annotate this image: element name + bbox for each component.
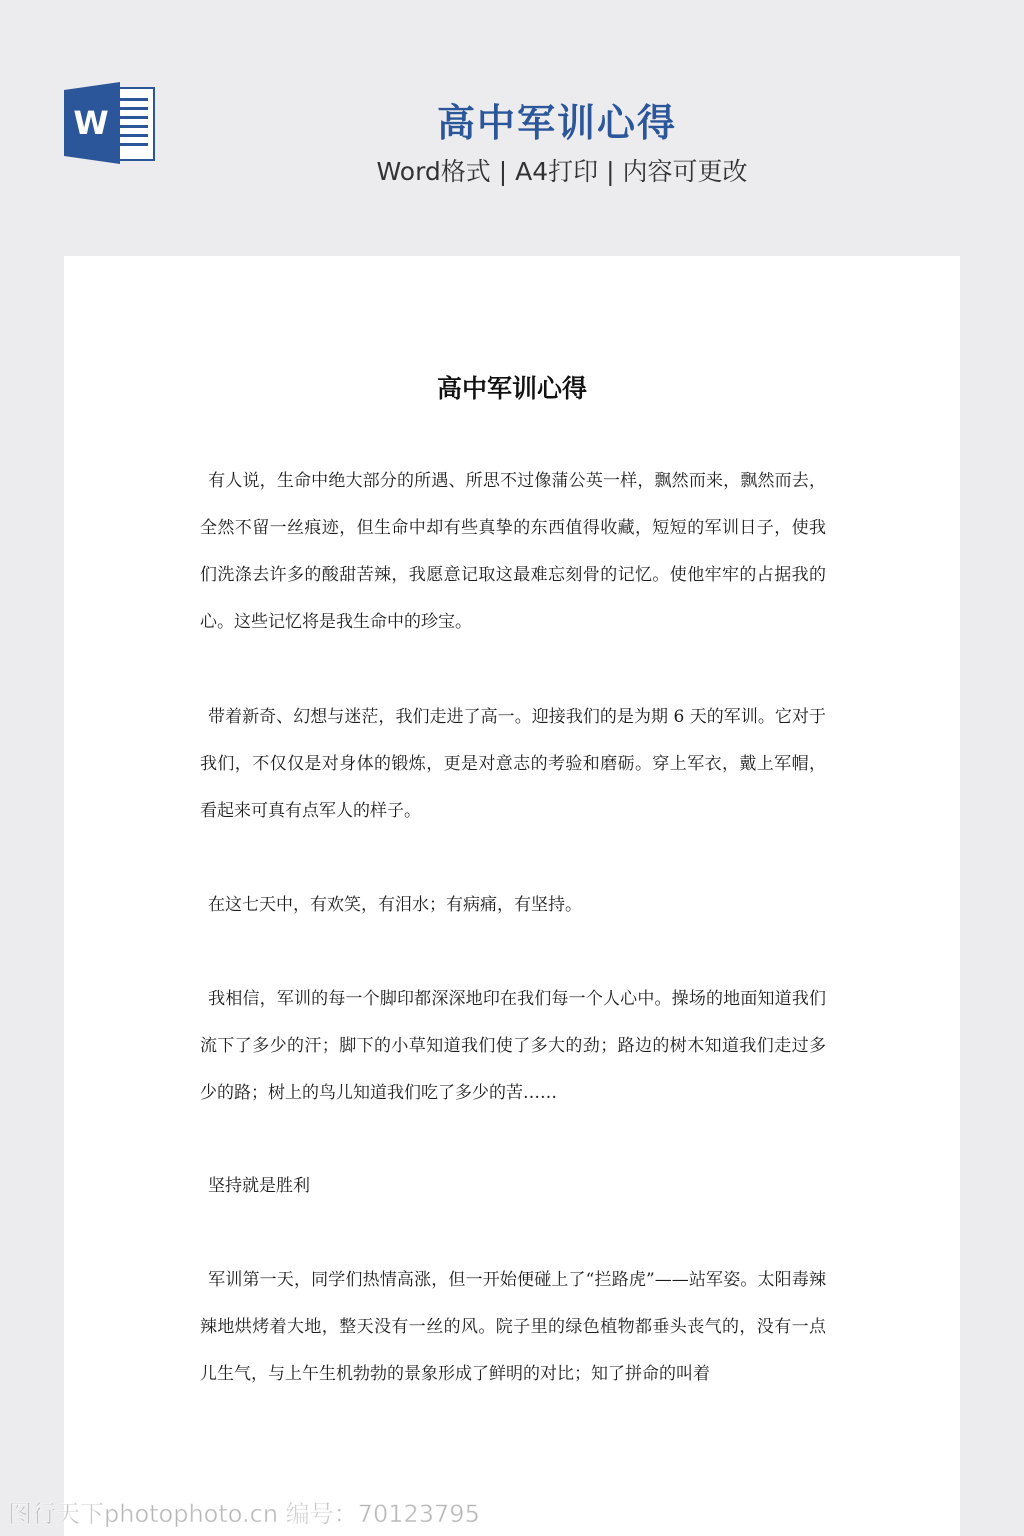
document-title: 高中军训心得: [436, 374, 587, 403]
word-logo-letter: W: [73, 104, 109, 142]
watermark: 图行天下photophoto.cn 编号：70123795: [8, 1500, 480, 1528]
paragraph-5: 军训第一天，同学们热情高涨，但一开始便碰上了“拦路虎”——站军姿。太阳毒辣辣地烘烤着大地，整天没有一丝的风。院子里的绿色植物都垂头丧气的，没有一点儿生气，与上午生机勃勃的景象形成了鲜明的对比；知了拼命的叫着: [200, 1270, 826, 1384]
document-page: [64, 256, 960, 1536]
paragraph-3: 在这七天中，有欢笑，有泪水；有病痛，有坚持。: [208, 895, 582, 915]
paragraph-4: 我相信，军训的每一个脚印都深深地印在我们每一个人心中。操场的地面知道我们流下了多少的汗；脚下的小草知道我们使了多大的劲；路边的树木知道我们走过多少的路；树上的鸟儿知道我们吃了多少的苦……: [200, 989, 826, 1103]
page-title: 高中军训心得: [436, 101, 677, 145]
paragraph-2: 带着新奇、幻想与迷茫，我们走进了高一。迎接我们的是为期 6 天的军训。它对于我们，不仅仅是对身体的锻炼，更是对意志的考验和磨砺。穿上军衣，戴上军帽，看起来可真有点军人的样子。: [200, 707, 826, 821]
paragraph-1: 有人说，生命中绝大部分的所遇、所思不过像蒲公英一样，飘然而来，飘然而去，全然不留一丝痕迹，但生命中却有些真挚的东西值得收藏，短短的军训日子，使我们洗涤去许多的酸甜苦辣，我愿意记取这最难忘刻骨的记忆。使他牢牢的占据我的心。这些记忆将是我生命中的珍宝。: [200, 471, 826, 632]
section-heading: 坚持就是胜利: [208, 1176, 310, 1196]
page-subtitle: Word格式 | A4打印 | 内容可更改: [376, 157, 748, 186]
